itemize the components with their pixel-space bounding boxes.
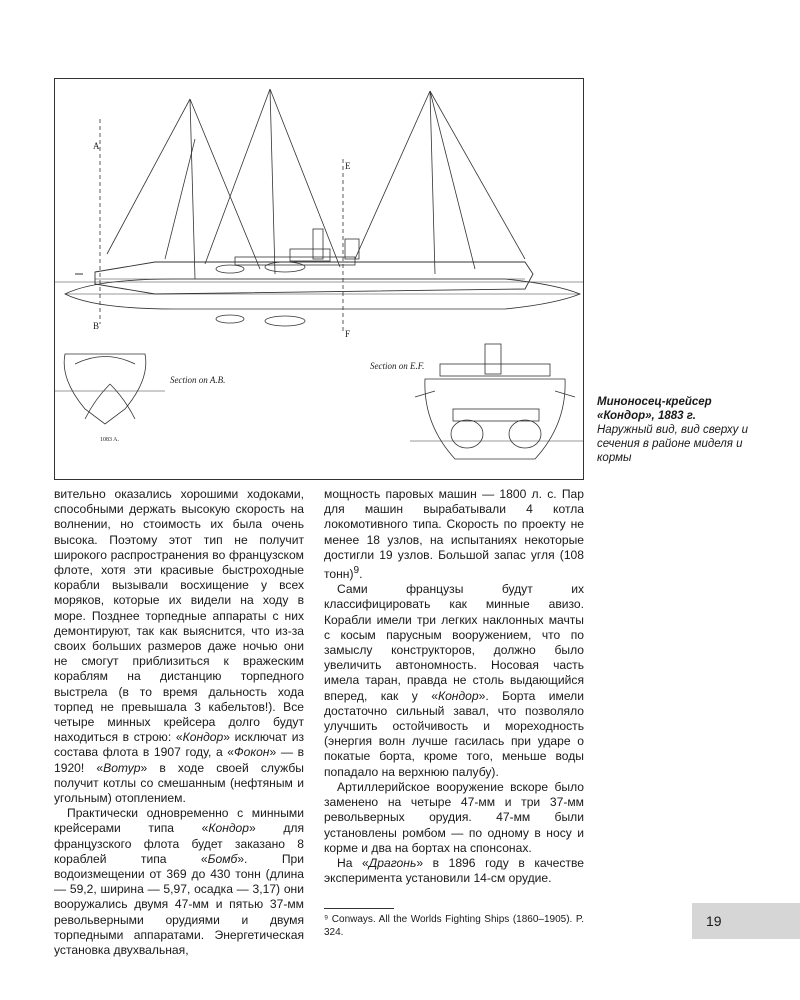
scale-note: 1083 A.	[100, 437, 120, 443]
ship-name: Бомб	[207, 851, 238, 866]
ship-name: Вотур	[103, 760, 141, 775]
ship-name: Фокон	[234, 745, 270, 760]
footnote-divider	[324, 908, 394, 909]
ship-name: Кондор	[437, 688, 479, 703]
paragraph: мощность паровых машин — 1800 л. с. Пар для машин вырабатывали 4 котла локомотивного типа. Скорость по проекту не менее 18 узлов, на испытаниях некоторые достигли 19 узлов. Большой запас угля (108 тонн)$^9$.	[324, 487, 584, 582]
mark-f: F	[345, 329, 351, 339]
figure-caption	[597, 395, 757, 465]
ship-name: Кондор	[208, 821, 249, 836]
paragraph: Практически одновременно с минными крейсерами типа «Кондор» для французского флота будет заказано 8 кораблей типа «Бомб». При водоизмещении от 369 до 430 тонн (длина — 59,2, ширина — 5,97, осадка — 3,17) они вооружались двумя 47-мм и пятью 37-мм револьверными орудиями и двумя торпедными аппаратами. Энергетическая установка двухвальная,	[54, 806, 305, 958]
main-mast	[270, 89, 275, 274]
ship-name: Драгонь	[368, 855, 417, 870]
text-column-left	[54, 487, 304, 958]
fore-mast	[190, 99, 195, 279]
mizzen-mast	[430, 91, 435, 274]
mark-a: A	[93, 141, 100, 151]
ship-plan-drawing	[55, 79, 583, 479]
footnote-ref: 9	[353, 565, 360, 577]
paragraph: Артиллерийское вооружение вскоре было заменено на четыре 47-мм и три 37-мм револьверных орудия. 47-мм были установлены ромбом — по одному в носу и корме и два на бортах на спонсонах.	[324, 779, 584, 855]
paragraph: Сами французы будут их классифицировать как минные авизо. Корабли имели три легких наклонных мачты с косым парусным вооружением, что по замыслу конструкторов, должно было увеличить автономность. Носовая часть имела таран, правда не столь выдающийся вперед, как у «Кондор». Борта имели достаточно сильный завал, что позволяло улучшить остойчивость и мореходность (энергия волн лучше гасилась при ударе о покатые борта, кроме того, меньше воды попадало на верхнюю палубу).	[324, 582, 584, 779]
paragraph: На «Драгонь» в 1896 году в качестве эксперимента установили 14-см орудие.	[324, 855, 585, 886]
text-column-right	[324, 487, 584, 939]
ship-drawing-figure	[54, 78, 584, 480]
ship-name: Кондор	[182, 730, 224, 745]
paragraph: вительно оказались хорошими ходоками, способными держать высокую скорость на волнении, но стоимость их была очень высока. Поэтому этот тип не получит широкого распространения во французском флоте, хотя эти красивые быстроходные корабли вызывали восхищение у всех моряков, которые их видели на ходу в море. Позднее торпедные аппараты с них демонтируют, так как выяснится, что из-за своих больших размеров даже ночью они не смогут приблизиться к вражеским кораблям на дистанцию торпедного выстрела (в то время дальность хода торпед не превышала 3 кабельтов!). Все четыре минных крейсера долго будут находиться в строю: «Кондор» исключат из состава флота в 1907 году, а «Фокон» — в 1920! «Вотур» в ходе своей службы получит котлы со смешанным (нефтяным и угольным) отоплением.	[54, 487, 304, 806]
section-ef-label: Section on E.F.	[370, 361, 425, 371]
section-ab-label: Section on A.B.	[170, 375, 226, 385]
mark-b: B	[93, 321, 100, 331]
caption-title: Миноносец-крейсер «Кондор», 1883 г.	[597, 396, 712, 422]
footnote: ⁹ Conways. All the Worlds Fighting Ships (1860–1905). P. 324.	[324, 914, 584, 939]
mark-e: E	[345, 161, 351, 171]
caption-body: Наружный вид, вид сверху и сечения в районе миделя и кормы	[597, 424, 748, 464]
page-number: 19	[692, 903, 800, 939]
